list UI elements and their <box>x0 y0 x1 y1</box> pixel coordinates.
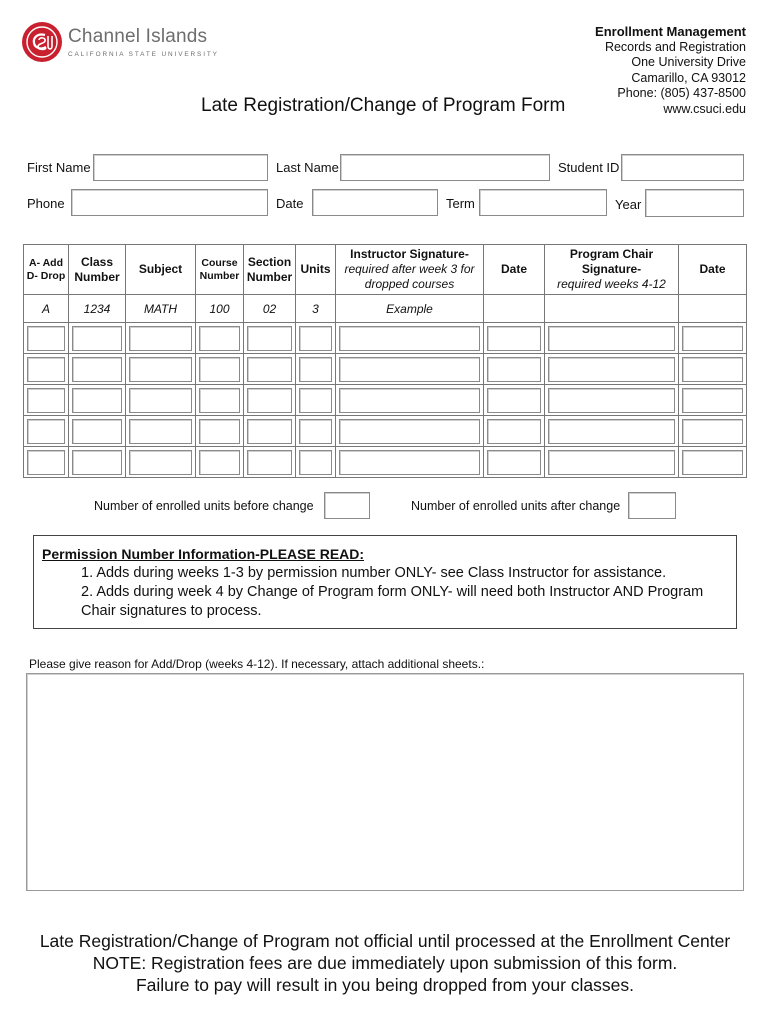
example-instructor-signature: Example <box>336 295 484 323</box>
row-cell <box>679 354 747 385</box>
units-after-field[interactable] <box>628 492 676 519</box>
add-drop-input[interactable] <box>27 450 65 475</box>
chair-signature-input[interactable] <box>548 450 675 475</box>
add-drop-input[interactable] <box>27 419 65 444</box>
row-cell <box>126 416 196 447</box>
header-course-number: Course Number <box>196 245 244 295</box>
row-cell <box>244 385 296 416</box>
row-cell <box>545 354 679 385</box>
units-input[interactable] <box>299 419 332 444</box>
row-cell <box>24 447 69 478</box>
units-input[interactable] <box>299 326 332 351</box>
row-cell <box>336 416 484 447</box>
example-chair-signature <box>545 295 679 323</box>
header-date: Date <box>484 245 545 295</box>
row-cell <box>244 416 296 447</box>
date-label: Date <box>276 196 304 211</box>
subject-input[interactable] <box>129 357 192 382</box>
example-add-drop: A <box>24 295 69 323</box>
row-cell <box>545 416 679 447</box>
table-row <box>24 354 747 385</box>
course-number-input[interactable] <box>199 357 240 382</box>
row-cell <box>336 323 484 354</box>
row-cell <box>69 447 126 478</box>
subject-input[interactable] <box>129 419 192 444</box>
permission-item-2: 2. Adds during week 4 by Change of Program form ONLY- will need both Instructor AND Program <box>81 584 704 600</box>
instructor-signature-input[interactable] <box>339 326 480 351</box>
office-line: Records and Registration <box>604 39 746 54</box>
example-section-number: 02 <box>244 295 296 323</box>
header-instructor-signature: Instructor Signature- required after week 3 for dropped courses <box>336 245 484 295</box>
date-2-input[interactable] <box>682 326 743 351</box>
permission-info-box <box>33 535 737 629</box>
student-id-field[interactable] <box>621 154 744 181</box>
reason-textarea[interactable] <box>26 673 744 891</box>
reason-label: Please give reason for Add/Drop (weeks 4-12). If necessary, attach additional sheets.: <box>29 657 485 671</box>
office-website: www.csuci.edu <box>663 101 746 116</box>
row-cell <box>126 385 196 416</box>
example-date-2 <box>679 295 747 323</box>
chair-signature-input[interactable] <box>548 419 675 444</box>
header-add-drop: A- Add D- Drop <box>24 245 69 295</box>
row-cell <box>244 354 296 385</box>
instructor-signature-input[interactable] <box>339 357 480 382</box>
table-row <box>24 416 747 447</box>
row-cell <box>126 354 196 385</box>
row-cell <box>679 323 747 354</box>
date-input[interactable] <box>487 450 541 475</box>
row-cell <box>484 447 545 478</box>
date-input[interactable] <box>487 388 541 413</box>
example-class-number: 1234 <box>69 295 126 323</box>
term-label: Term <box>446 196 475 211</box>
first-name-label: First Name <box>27 160 91 175</box>
subject-input[interactable] <box>129 388 192 413</box>
year-field[interactable] <box>645 189 744 217</box>
office-address <box>595 24 746 117</box>
university-seal-logo <box>22 22 62 62</box>
row-cell <box>296 447 336 478</box>
logo-name: Channel Islands <box>68 26 208 47</box>
row-cell <box>126 323 196 354</box>
header-section-number: Section Number <box>244 245 296 295</box>
row-cell <box>69 323 126 354</box>
table-row <box>24 385 747 416</box>
row-cell <box>545 447 679 478</box>
date-input[interactable] <box>487 326 541 351</box>
header-class-number: Class Number <box>69 245 126 295</box>
units-input[interactable] <box>299 450 332 475</box>
row-cell <box>126 447 196 478</box>
row-cell <box>296 416 336 447</box>
date-2-input[interactable] <box>682 419 743 444</box>
section-number-input[interactable] <box>247 357 292 382</box>
row-cell <box>296 385 336 416</box>
add-drop-input[interactable] <box>27 357 65 382</box>
row-cell <box>679 416 747 447</box>
section-number-input[interactable] <box>247 450 292 475</box>
phone-label: Phone <box>27 196 65 211</box>
department-name: Enrollment Management <box>595 24 746 39</box>
permission-item-2-cont: Chair signatures to process. <box>81 603 262 619</box>
chair-signature-input[interactable] <box>548 388 675 413</box>
office-phone: Phone: (805) 437-8500 <box>617 86 746 100</box>
student-id-label: Student ID <box>558 160 620 175</box>
row-cell <box>196 323 244 354</box>
chair-signature-input[interactable] <box>548 357 675 382</box>
date-input[interactable] <box>487 357 541 382</box>
row-cell <box>244 323 296 354</box>
row-cell <box>484 354 545 385</box>
row-cell <box>679 385 747 416</box>
chair-signature-input[interactable] <box>548 326 675 351</box>
date-2-input[interactable] <box>682 450 743 475</box>
row-cell <box>336 447 484 478</box>
row-cell <box>69 416 126 447</box>
date-2-input[interactable] <box>682 388 743 413</box>
form-title: Late Registration/Change of Program Form <box>201 95 566 116</box>
section-number-input[interactable] <box>247 388 292 413</box>
logo-subname: CALIFORNIA STATE UNIVERSITY <box>68 51 219 58</box>
office-line: One University Drive <box>631 55 746 69</box>
header-subject: Subject <box>126 245 196 295</box>
instructor-signature-input[interactable] <box>339 450 480 475</box>
row-cell <box>484 385 545 416</box>
course-number-input[interactable] <box>199 450 240 475</box>
header-chair-signature: Program Chair Signature- required weeks 4-12 <box>545 245 679 295</box>
row-cell <box>69 354 126 385</box>
units-before-label: Number of enrolled units before change <box>94 499 314 513</box>
row-cell <box>24 323 69 354</box>
seal-icon <box>22 22 62 62</box>
row-cell <box>296 354 336 385</box>
row-cell <box>196 447 244 478</box>
term-field[interactable] <box>479 189 607 216</box>
section-number-input[interactable] <box>247 326 292 351</box>
year-label: Year <box>615 197 642 212</box>
instructor-signature-input[interactable] <box>339 388 480 413</box>
row-cell <box>196 354 244 385</box>
date-input[interactable] <box>487 419 541 444</box>
class-number-input[interactable] <box>72 450 122 475</box>
permission-title: Permission Number Information-PLEASE READ: <box>42 546 365 562</box>
example-row <box>24 295 747 323</box>
units-before-field[interactable] <box>324 492 370 519</box>
add-drop-input[interactable] <box>27 326 65 351</box>
example-subject: MATH <box>126 295 196 323</box>
office-line: Camarillo, CA 93012 <box>631 70 746 85</box>
subject-input[interactable] <box>129 450 192 475</box>
class-number-input[interactable] <box>72 388 122 413</box>
add-drop-input[interactable] <box>27 388 65 413</box>
last-name-label: Last Name <box>276 160 339 175</box>
class-number-input[interactable] <box>72 326 122 351</box>
row-cell <box>336 354 484 385</box>
example-units: 3 <box>296 295 336 323</box>
header-units: Units <box>296 245 336 295</box>
class-number-input[interactable] <box>72 357 122 382</box>
row-cell <box>484 323 545 354</box>
row-cell <box>296 323 336 354</box>
units-input[interactable] <box>299 357 332 382</box>
permission-item-1: 1. Adds during weeks 1-3 by permission number ONLY- see Class Instructor for assistance. <box>81 565 667 581</box>
row-cell <box>24 354 69 385</box>
example-course-number: 100 <box>196 295 244 323</box>
example-date <box>484 295 545 323</box>
section-number-input[interactable] <box>247 419 292 444</box>
table-row <box>24 323 747 354</box>
row-cell <box>545 385 679 416</box>
instructor-signature-input[interactable] <box>339 419 480 444</box>
course-number-input[interactable] <box>199 419 240 444</box>
row-cell <box>545 323 679 354</box>
row-cell <box>679 447 747 478</box>
footer-line-2: NOTE: Registration fees are due immediately upon submission of this form. <box>92 953 678 973</box>
header-date-2: Date <box>679 245 747 295</box>
last-name-field[interactable] <box>340 154 550 181</box>
course-change-table <box>23 244 747 478</box>
row-cell <box>484 416 545 447</box>
date-2-input[interactable] <box>682 357 743 382</box>
phone-field[interactable] <box>71 189 268 216</box>
footer-line-3: Failure to pay will result in you being dropped from your classes. <box>135 975 634 995</box>
table-row <box>24 447 747 478</box>
course-number-input[interactable] <box>199 326 240 351</box>
units-after-label: Number of enrolled units after change <box>411 499 621 513</box>
date-field[interactable] <box>312 189 438 216</box>
row-cell <box>196 385 244 416</box>
class-number-input[interactable] <box>72 419 122 444</box>
row-cell <box>244 447 296 478</box>
units-input[interactable] <box>299 388 332 413</box>
first-name-field[interactable] <box>93 154 268 181</box>
row-cell <box>24 416 69 447</box>
row-cell <box>336 385 484 416</box>
row-cell <box>196 416 244 447</box>
row-cell <box>69 385 126 416</box>
subject-input[interactable] <box>129 326 192 351</box>
table-header-row <box>24 245 747 295</box>
row-cell <box>24 385 69 416</box>
course-number-input[interactable] <box>199 388 240 413</box>
footer-line-1: Late Registration/Change of Program not official until processed at the Enrollment Center <box>39 931 731 951</box>
